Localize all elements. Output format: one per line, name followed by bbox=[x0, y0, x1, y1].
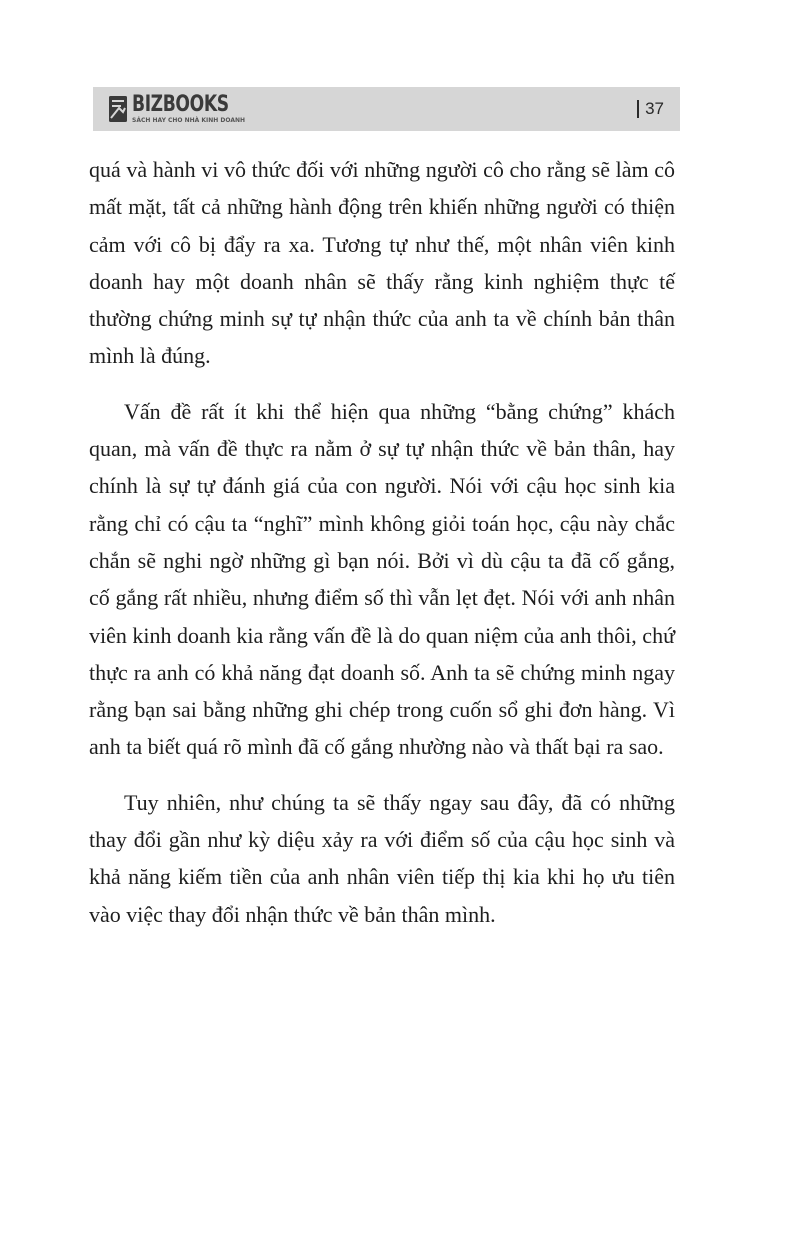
running-header bbox=[93, 87, 680, 131]
book-logo-icon bbox=[107, 94, 129, 124]
page-number-area bbox=[637, 98, 664, 120]
logo-tagline: SÁCH HAY CHO NHÀ KINH DOANH bbox=[132, 117, 246, 124]
body-text bbox=[89, 151, 675, 933]
paragraph: quá và hành vi vô thức đối với những người cô cho rằng sẽ làm cô mất mặt, tất cả những hành động trên khiến những người có thiện cảm với cô bị đẩy ra xa. Tương tự như thế, một nhân viên kinh doanh hay một doanh nhân sẽ thấy rằng kinh nghiệm thực tế thường chứng minh sự tự nhận thức của anh ta về chính bản thân mình là đúng. bbox=[89, 157, 675, 369]
page-number-divider bbox=[637, 100, 639, 118]
paragraph: Vấn đề rất ít khi thể hiện qua những “bằng chứng” khách quan, mà vấn đề thực ra nằm ở sự tự nhận thức về bản thân, hay chính là sự tự đánh giá của con người. Nói với cậu học sinh kia rằng chỉ có cậu ta “nghĩ” mình không giỏi toán học, cậu này chắc chắn sẽ nghi ngờ những gì bạn nói. Bởi vì dù cậu ta đã cố gắng, cố gắng rất nhiều, nhưng điểm số thì vẫn lẹt đẹt. Nói với anh nhân viên kinh doanh kia rằng vấn đề là do quan niệm của anh thôi, chứ thực ra anh có khả năng đạt doanh số. Anh ta sẽ chứng minh ngay rằng bạn sai bằng những ghi chép trong cuốn sổ ghi đơn hàng. Vì anh ta biết quá rõ mình đã cố gắng nhường nào và thất bại ra sao. bbox=[89, 398, 675, 760]
paragraph: Tuy nhiên, như chúng ta sẽ thấy ngay sau đây, đã có những thay đổi gần như kỳ diệu xảy ra với điểm số của cậu học sinh và khả năng kiếm tiền của anh nhân viên tiếp thị kia khi họ ưu tiên vào việc thay đổi nhận thức về bản thân mình. bbox=[89, 789, 675, 927]
page-number: 37 bbox=[645, 99, 664, 118]
publisher-logo bbox=[107, 92, 256, 126]
logo-name: BIZBOOKS bbox=[132, 92, 229, 117]
